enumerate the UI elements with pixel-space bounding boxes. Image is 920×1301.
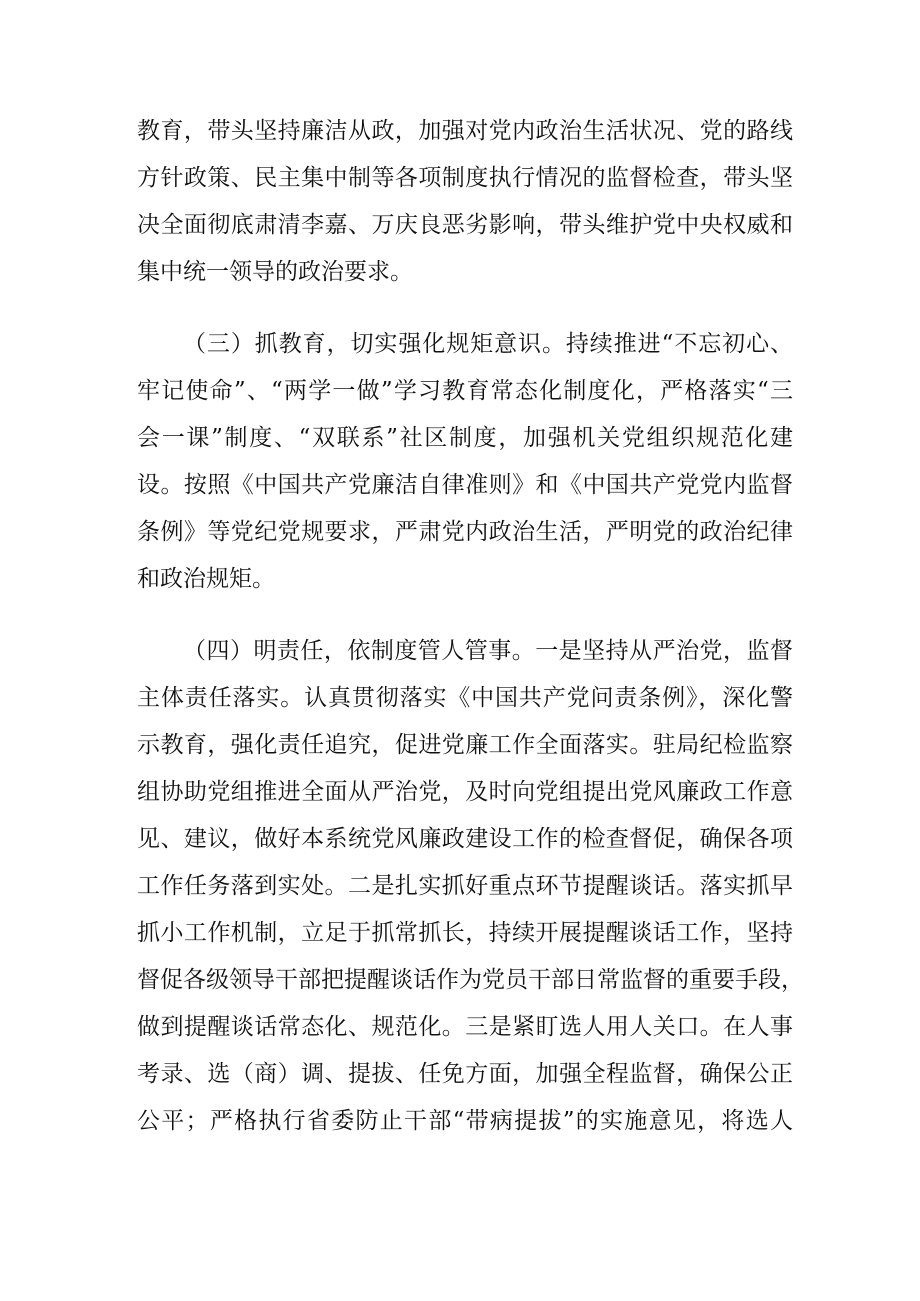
text-line: 见、建议，做好本系统党风廉政建设工作的检查督促，确保各项 [137,826,793,852]
text-line: （四）明责任，依制度管人管事。一是坚持从严治党，监督 [183,638,793,664]
text-line: 设。按照《中国共产党廉洁自律准则》和《中国共产党党内监督 [137,472,793,498]
text-line: 抓小工作机制，立足于抓常抓长，持续开展提醒谈话工作，坚持 [137,920,793,946]
text-line: 条例》等党纪党规要求，严肃党内政治生活，严明党的政治纪律 [137,519,793,545]
text-line: 考录、选（商）调、提拔、任免方面，加强全程监督，确保公正 [137,1061,793,1087]
text-line: 做到提醒谈话常态化、规范化。三是紧盯选人用人关口。在人事 [137,1014,793,1040]
text-line: 组协助党组推进全面从严治党，及时向党组提出党风廉政工作意 [137,779,793,805]
text-line: 督促各级领导干部把提醒谈话作为党员干部日常监督的重要手段， [137,967,804,993]
text-line: 会一课”制度、“双联系”社区制度，加强机关党组织规范化建 [137,425,793,451]
text-line: 和政治规矩。 [137,566,275,592]
text-line: 集中统一领导的政治要求。 [137,259,413,285]
text-line: （三）抓教育，切实强化规矩意识。持续推进“不忘初心、 [183,331,793,357]
text-line: 主体责任落实。认真贯彻落实《中国共产党问责条例》，深化警 [137,685,793,711]
text-line: 方针政策、民主集中制等各项制度执行情况的监督检查，带头坚 [137,165,793,191]
text-line: 教育，带头坚持廉洁从政，加强对党内政治生活状况、党的路线 [137,118,793,144]
text-line: 公平；严格执行省委防止干部“带病提拔”的实施意见，将选人 [137,1108,793,1134]
text-line: 工作任务落到实处。二是扎实抓好重点环节提醒谈话。落实抓早 [137,873,793,899]
text-line: 牢记使命”、“两学一做”学习教育常态化制度化，严格落实“三 [137,378,793,404]
text-line: 决全面彻底肃清李嘉、万庆良恶劣影响，带头维护党中央权威和 [137,212,793,238]
text-line: 示教育，强化责任追究，促进党廉工作全面落实。驻局纪检监察 [137,732,793,758]
